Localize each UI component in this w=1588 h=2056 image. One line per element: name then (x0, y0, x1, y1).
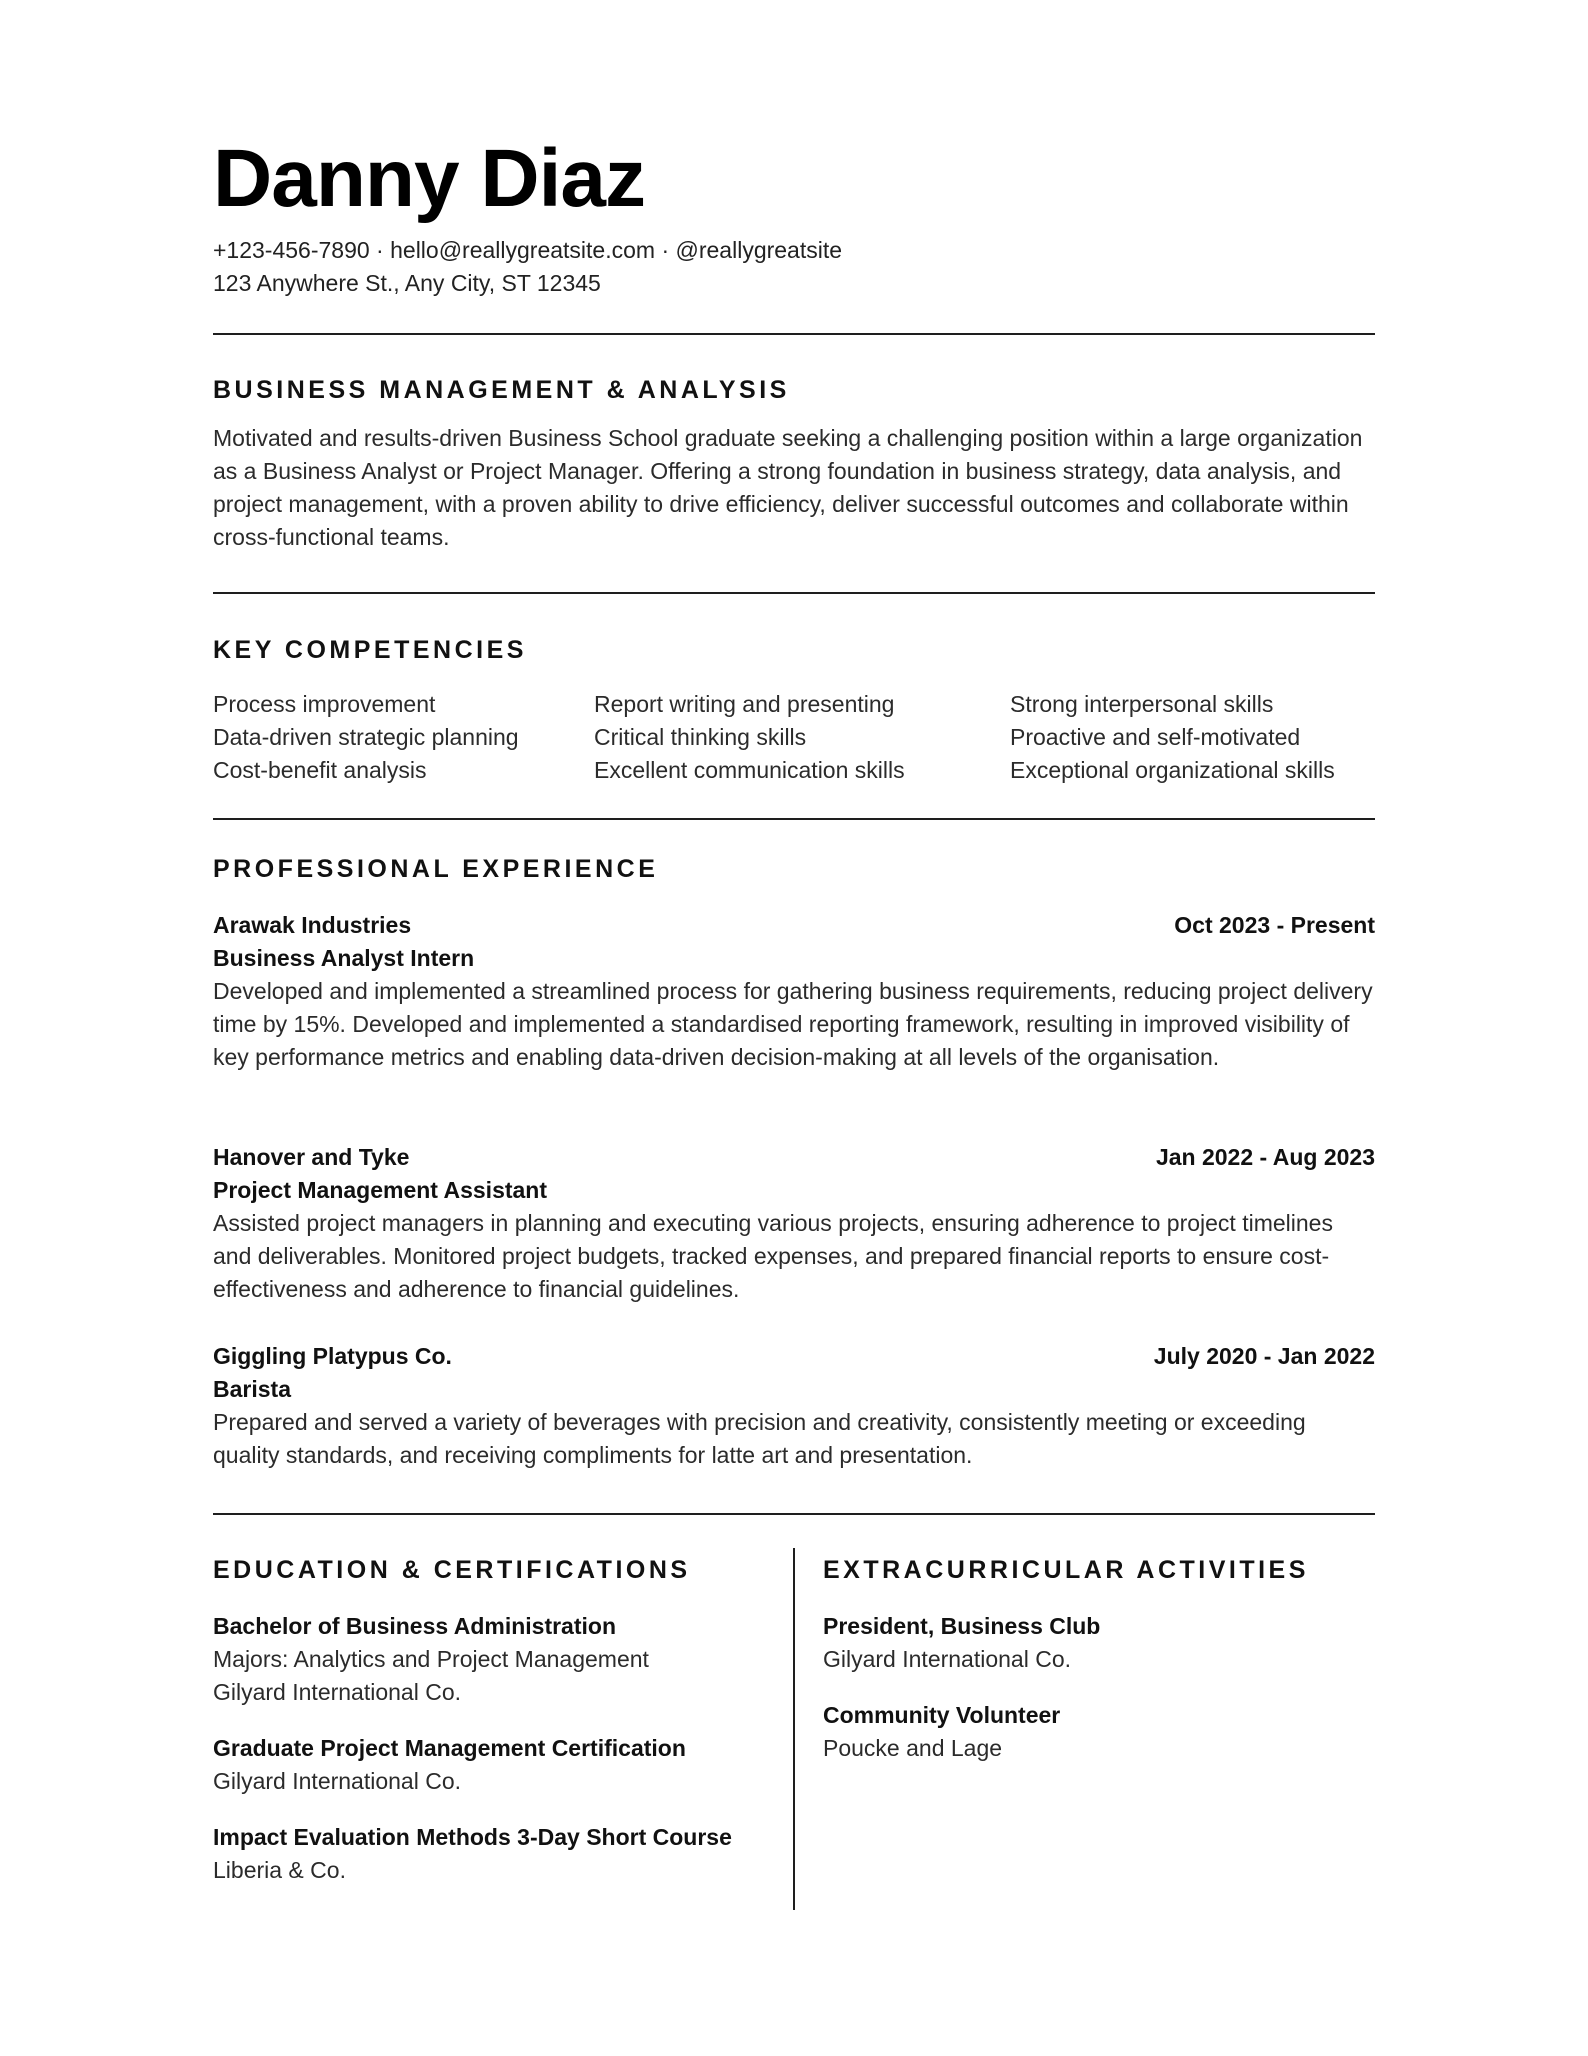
education-item (213, 1610, 649, 1709)
education-item-title: Bachelor of Business Administration (213, 1613, 616, 1639)
activity-item-title: Community Volunteer (823, 1702, 1061, 1728)
job-company: Hanover and Tyke (213, 1144, 410, 1170)
job-dates: Oct 2023 - Present (1174, 912, 1375, 938)
job-entry (213, 1340, 1375, 1472)
activity-item (823, 1610, 1100, 1676)
competency-item: Report writing and presenting (594, 691, 895, 717)
divider (213, 1513, 1375, 1515)
job-dates: Jan 2022 - Aug 2023 (1155, 1144, 1375, 1170)
summary-text: Motivated and results-driven Business School graduate seeking a challenging position within a large organization as a Business Analyst or Project Manager. Offering a strong foundation in business strategy, data analysis, and project management, with a proven ability to drive efficiency, deliver successful outcomes and collaborate within cross-functional teams. (213, 425, 1363, 550)
education-item-detail: Liberia & Co. (213, 1857, 346, 1883)
activity-item-detail: Poucke and Lage (823, 1735, 1003, 1761)
job-description: Prepared and served a variety of beverages with precision and creativity, consistently meeting or exceeding quality standards, and receiving compliments for latte art and presentation. (213, 1409, 1306, 1468)
competency-item: Cost-benefit analysis (213, 757, 427, 783)
address-line: 123 Anywhere St., Any City, ST 12345 (213, 270, 601, 296)
job-dates: July 2020 - Jan 2022 (1153, 1343, 1375, 1369)
competencies-title: KEY COMPETENCIES (213, 636, 527, 664)
competency-item: Data-driven strategic planning (213, 724, 519, 750)
extracurricular-title: EXTRACURRICULAR ACTIVITIES (823, 1556, 1309, 1584)
job-company: Giggling Platypus Co. (213, 1343, 452, 1369)
job-entry (213, 1141, 1375, 1306)
education-item-title: Impact Evaluation Methods 3-Day Short Course (213, 1824, 732, 1850)
education-item (213, 1732, 686, 1798)
competency-item: Critical thinking skills (594, 724, 807, 750)
divider (213, 592, 1375, 594)
competency-item: Exceptional organizational skills (1010, 757, 1335, 783)
education-title: EDUCATION & CERTIFICATIONS (213, 1556, 691, 1584)
job-company: Arawak Industries (213, 912, 412, 938)
divider (213, 333, 1375, 335)
job-description: Assisted project managers in planning and executing various projects, ensuring adherence to project timelines and deliverables. Monitored project budgets, tracked expenses, and prepared financial reports to ensure cost-effectiveness and adherence to financial guidelines. (213, 1210, 1333, 1302)
activity-item-title: President, Business Club (823, 1613, 1101, 1639)
competency-item: Excellent communication skills (594, 757, 905, 783)
competency-column (213, 688, 519, 787)
competency-column (594, 688, 905, 787)
contact-info (213, 234, 842, 300)
column-divider (793, 1548, 795, 1910)
education-item-detail: Gilyard International Co. (213, 1679, 462, 1705)
education-item-detail: Gilyard International Co. (213, 1768, 462, 1794)
competency-column (1010, 688, 1335, 787)
education-item-detail: Majors: Analytics and Project Management (213, 1646, 649, 1672)
education-item-title: Graduate Project Management Certification (213, 1735, 686, 1761)
competency-item: Strong interpersonal skills (1010, 691, 1274, 717)
job-description: Developed and implemented a streamlined process for gathering business requirements, reducing project delivery time by 15%. Developed and implemented a standardised reporting framework, resulting in improved visibility of key performance metrics and enabling data-driven decision-making at all levels of the organisation. (213, 978, 1373, 1070)
job-role: Project Management Assistant (213, 1177, 548, 1203)
divider (213, 818, 1375, 820)
activity-item (823, 1699, 1060, 1765)
summary-title: BUSINESS MANAGEMENT & ANALYSIS (213, 376, 790, 404)
job-role: Barista (213, 1376, 291, 1402)
competency-item: Process improvement (213, 691, 436, 717)
experience-title: PROFESSIONAL EXPERIENCE (213, 855, 659, 883)
education-item (213, 1821, 732, 1887)
competency-item: Proactive and self-motivated (1010, 724, 1301, 750)
job-role: Business Analyst Intern (213, 945, 475, 971)
contact-line: +123-456-7890 · hello@reallygreatsite.com · @reallygreatsite (213, 237, 843, 263)
activity-item-detail: Gilyard International Co. (823, 1646, 1072, 1672)
job-entry (213, 909, 1375, 1074)
candidate-name: Danny Diaz (213, 133, 645, 224)
